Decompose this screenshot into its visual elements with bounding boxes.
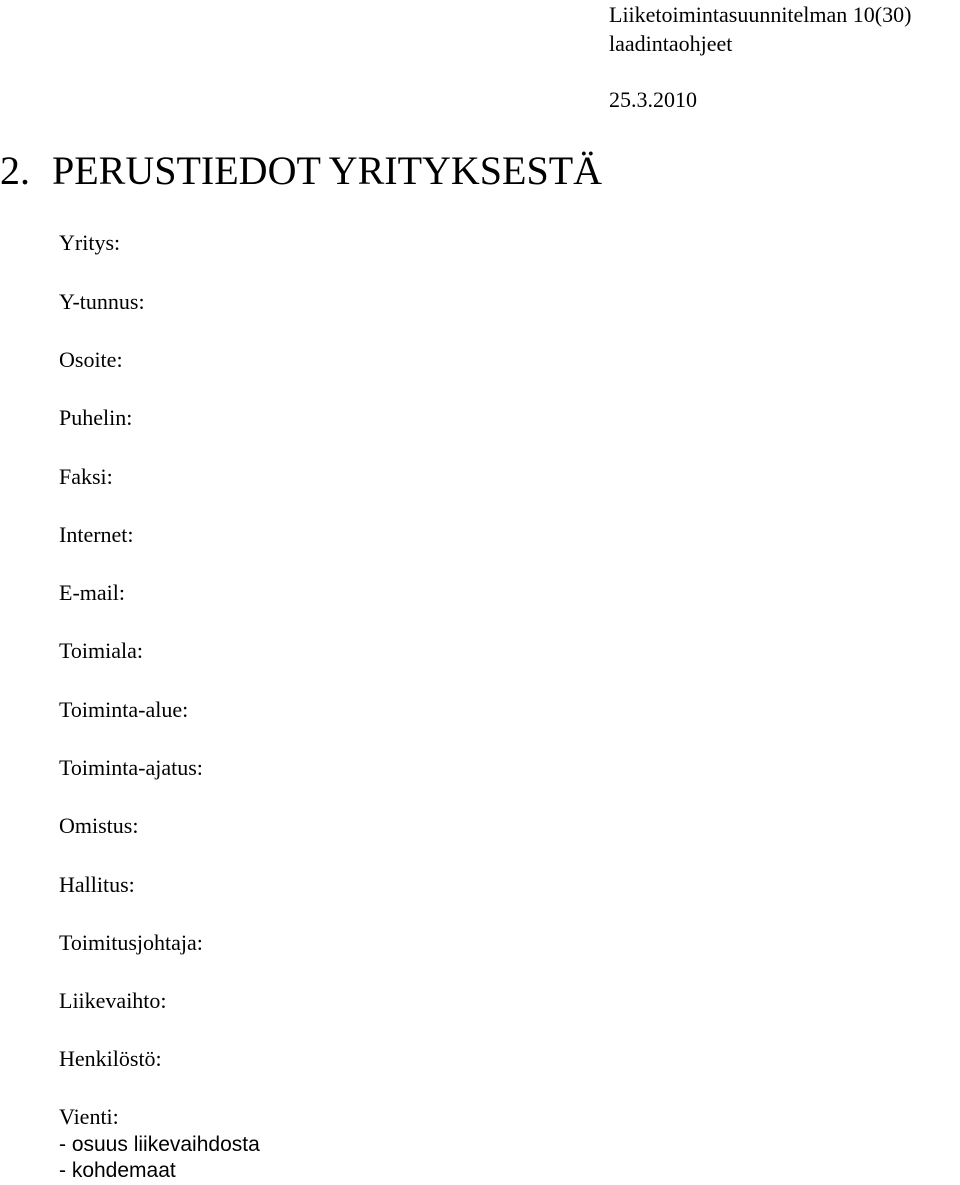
field-label-toiminta-alue: Toiminta-alue: [59, 697, 189, 722]
field-label-y-tunnus: Y-tunnus: [59, 289, 145, 314]
document-title-line2: laadintaohjeet [609, 31, 733, 56]
field-label-internet: Internet: [59, 522, 134, 547]
field-label-liikevaihto: Liikevaihto: [59, 988, 167, 1013]
field-label-omistus: Omistus: [59, 813, 139, 838]
field-label-yritys: Yritys: [59, 230, 121, 255]
field-label-osoite: Osoite: [59, 347, 123, 372]
field-label-puhelin: Puhelin: [59, 405, 133, 430]
export-subitem-countries: - kohdemaat [59, 1159, 176, 1182]
field-label-hallitus: Hallitus: [59, 872, 135, 897]
document-date: 25.3.2010 [609, 87, 697, 112]
field-label-toimiala: Toimiala: [59, 638, 143, 663]
field-label-email: E-mail: [59, 580, 125, 605]
section-number: 2. [0, 148, 30, 193]
field-label-faksi: Faksi: [59, 464, 113, 489]
field-label-toiminta-ajatus: Toiminta-ajatus: [59, 755, 203, 780]
export-subitem-share: - osuus liikevaihdosta [59, 1133, 260, 1156]
field-label-henkilosto: Henkilöstö: [59, 1046, 162, 1071]
field-label-vienti: Vienti: [59, 1104, 119, 1129]
section-title: PERUSTIEDOT YRITYKSESTÄ [52, 148, 603, 193]
field-label-toimitusjohtaja: Toimitusjohtaja: [59, 930, 203, 955]
document-title-line1: Liiketoimintasuunnitelman 10(30) [609, 2, 912, 27]
section-heading [0, 145, 602, 197]
document-header [609, 0, 911, 58]
